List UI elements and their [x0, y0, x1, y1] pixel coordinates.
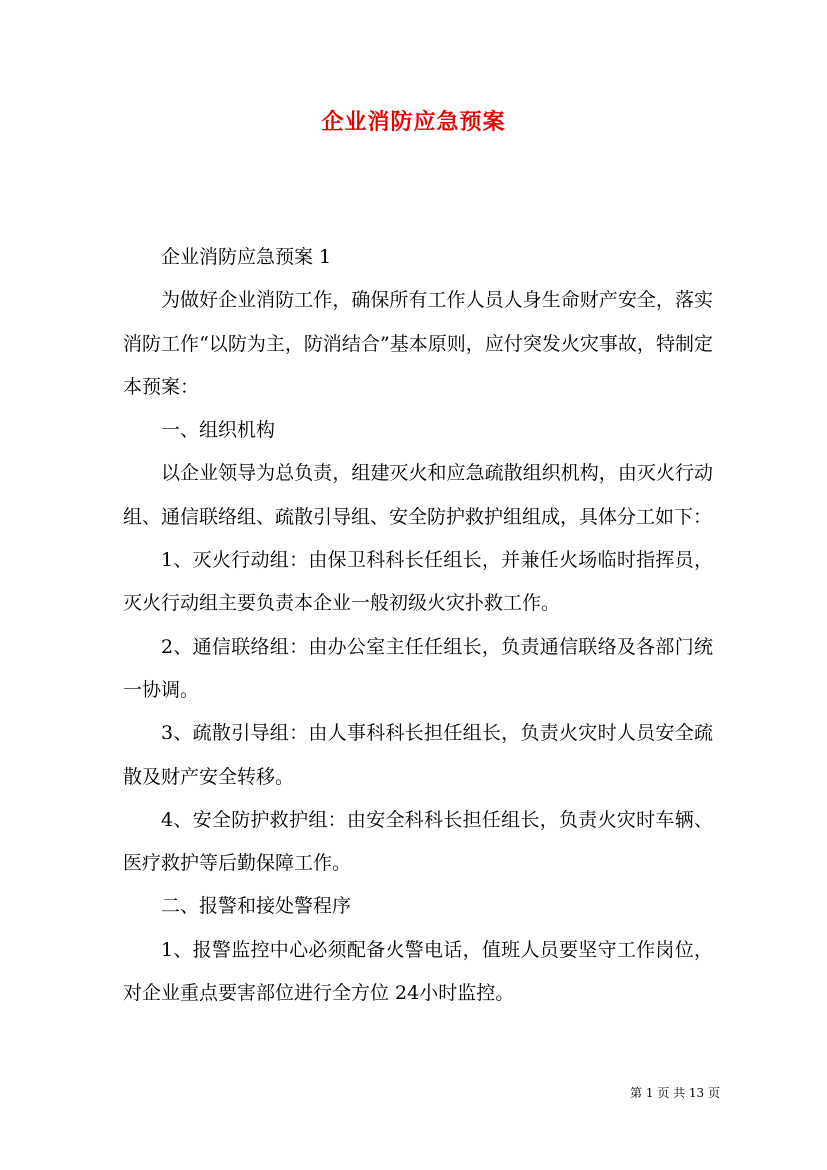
- paragraph: 企业消防应急预案 1: [161, 246, 332, 268]
- paragraph: 3、疏散引导组：由人事科科长担任组长，负责火灾时人员安全疏散及财产安全转移。: [123, 722, 713, 788]
- paragraph: 1、灭火行动组：由保卫科科长任组长，并兼任火场临时指挥员，灭火行动组主要负责本企业一般初级火灾扑救工作。: [123, 549, 713, 615]
- paragraph: 为做好企业消防工作，确保所有工作人员人身生命财产安全，落实消防工作“以防为主，防消结合”基本原则，应付突发火灾事故，特制定本预案：: [123, 289, 713, 398]
- section-heading: 二、报警和接处警程序: [161, 895, 352, 918]
- page-number-footer: 第 1 页 共 13 页: [630, 1086, 720, 1100]
- paragraph: 1、报警监控中心必须配备火警电话，值班人员要坚守工作岗位，对企业重点要害部位进行全方位 24小时监控。: [123, 938, 713, 1005]
- paragraph: 以企业领导为总负责，组建灭火和应急疏散组织机构，由灭火行动组、通信联络组、疏散引导组、安全防护救护组组成，具体分工如下：: [123, 462, 713, 528]
- paragraph: 2、通信联络组：由办公室主任任组长，负责通信联络及各部门统一协调。: [123, 635, 713, 701]
- section-heading: 一、组织机构: [161, 419, 276, 442]
- document-body: [123, 236, 713, 1015]
- document-title: 企业消防应急预案: [321, 109, 506, 135]
- paragraph: 4、安全防护救护组：由安全科科长担任组长，负责火灾时车辆、医疗救护等后勤保障工作。: [123, 808, 713, 875]
